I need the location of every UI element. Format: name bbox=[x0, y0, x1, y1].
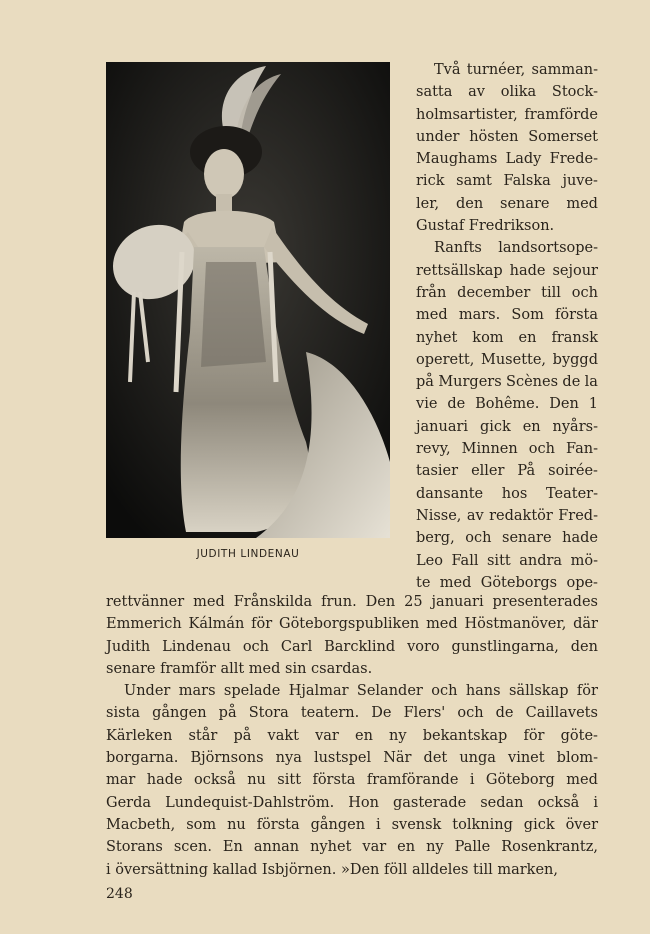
portrait-photo bbox=[106, 62, 390, 538]
text-line: holmsartister, framförde bbox=[416, 106, 598, 123]
text-line: på Murgers Scènes de la bbox=[416, 374, 598, 391]
text-line: Nisse, av redaktör Fred- bbox=[416, 507, 598, 524]
text-line: Gustaf Fredrikson. bbox=[416, 218, 555, 235]
text-line: tasier eller På soirée- bbox=[416, 463, 598, 480]
text-line: mar hade också nu sitt första framförande i Göteborg med bbox=[106, 772, 598, 789]
text-line: sista gången på Stora teatern. De Flers' och de Caillavets bbox=[106, 705, 598, 722]
text-line: med mars. Som första bbox=[416, 307, 598, 324]
side-column-text bbox=[416, 59, 598, 594]
text-line: revy, Minnen och Fan- bbox=[416, 441, 598, 458]
text-line: Under mars spelade Hjalmar Selander och hans sällskap för bbox=[124, 683, 598, 700]
text-line: Macbeth, som nu första gången i svensk tolkning gick över bbox=[106, 816, 598, 833]
text-line: under hösten Somerset bbox=[416, 128, 598, 145]
text-line: Maughams Lady Frede- bbox=[416, 151, 598, 168]
text-line: Leo Fall sitt andra mö- bbox=[416, 552, 598, 569]
text-line: te med Göteborgs ope- bbox=[416, 574, 598, 591]
full-width-text bbox=[106, 591, 598, 881]
text-line: rick samt Falska juve- bbox=[416, 173, 598, 190]
text-line: operett, Musette, byggd bbox=[416, 351, 598, 368]
text-line: berg, och senare hade bbox=[416, 530, 598, 547]
text-line: Gerda Lundequist-Dahlström. Hon gasterade sedan också i bbox=[106, 794, 598, 811]
text-line: Judith Lindenau och Carl Barcklind voro gunstlingarna, den bbox=[106, 638, 598, 655]
text-line: Storans scen. En annan nyhet var en ny Palle Rosenkrantz, bbox=[106, 839, 598, 856]
text-line: Kärleken står på vakt var en ny bekantskap för göte- bbox=[106, 727, 598, 744]
text-line: satta av olika Stock- bbox=[416, 84, 598, 101]
text-line: i översättning kallad Isbjörnen. »Den föll alldeles till marken, bbox=[106, 861, 558, 878]
text-line: vie de Bohême. Den 1 bbox=[416, 396, 598, 413]
text-line: senare framför allt med sin csardas. bbox=[106, 660, 373, 677]
page-number: 248 bbox=[106, 886, 133, 902]
text-line: nyhet kom en fransk bbox=[416, 329, 598, 346]
text-line: Två turnéer, samman- bbox=[434, 62, 598, 78]
text-line: dansante hos Teater- bbox=[416, 485, 598, 502]
text-line: Ranfts landsortsope- bbox=[434, 240, 598, 257]
photo-caption: JUDITH LINDENAU bbox=[196, 548, 300, 560]
portrait-image bbox=[106, 62, 390, 538]
text-line: januari gick en nyårs- bbox=[416, 418, 598, 435]
text-line: från december till och bbox=[416, 284, 598, 301]
text-line: borgarna. Björnsons nya lustspel När det unga vinet blom- bbox=[106, 750, 598, 767]
text-line: rettsällskap hade sejour bbox=[416, 262, 598, 279]
text-line: Emmerich Kálmán för Göteborgspubliken med Höstmanöver, där bbox=[106, 616, 598, 633]
text-line: ler, den senare med bbox=[416, 195, 598, 212]
text-line: rettvänner med Frånskilda frun. Den 25 januari presenterades bbox=[106, 594, 598, 610]
